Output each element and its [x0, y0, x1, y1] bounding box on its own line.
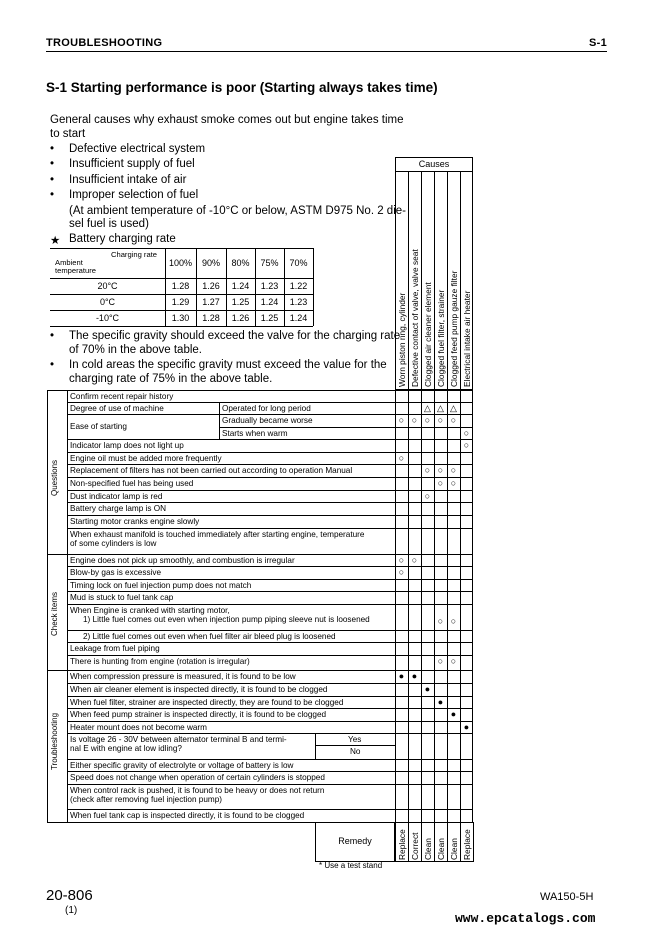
- row-rule: [67, 452, 473, 453]
- row-rule: [67, 490, 473, 491]
- note-2: In cold areas the specific gravity must exceed the value for the: [69, 359, 387, 371]
- row-text: Timing lock on fuel injection pump does not match: [70, 581, 252, 590]
- row-text: Indicator lamp does not light up: [70, 441, 184, 450]
- row-text: Engine does not pick up smoothly, and combustion is irregular: [70, 556, 295, 565]
- bullet-detail-2: sel fuel is used): [69, 218, 149, 230]
- cause-mark: ●: [411, 671, 418, 681]
- row-rule: [67, 515, 473, 516]
- row-rule: [219, 427, 473, 428]
- cause-mark: ○: [450, 465, 457, 475]
- bullet-item: Insufficient intake of air: [69, 174, 187, 186]
- gravity-value: 1.24: [231, 281, 250, 291]
- cause-mark: ○: [398, 555, 405, 565]
- remedy-col-rule: [434, 822, 435, 862]
- cause-col-rule: [447, 171, 448, 390]
- cause-mark: ○: [424, 491, 431, 501]
- cause-mark: ○: [437, 656, 444, 666]
- cause-mark: △: [450, 403, 457, 413]
- gravity-value: 1.26: [202, 281, 220, 291]
- gravity-value: 1.30: [171, 313, 190, 323]
- row-text: When compression pressure is measured, it is found to be low: [70, 672, 296, 681]
- section-divider: [67, 554, 68, 670]
- bullet-item: Improper selection of fuel: [69, 189, 199, 201]
- row-text: Blow-by gas is excessive: [70, 568, 162, 577]
- gravity-value: 1.23: [289, 297, 308, 307]
- row-rule: [67, 502, 473, 503]
- row-text-2: of some cylinders is low: [70, 539, 157, 548]
- gravity-value: 1.24: [260, 297, 279, 307]
- rate-header: 70%: [289, 258, 308, 268]
- gravity-value: 1.25: [231, 297, 250, 307]
- remedy-col-rule: [447, 822, 448, 862]
- intro-text: General causes why exhaust smoke comes out but engine takes time: [50, 114, 404, 126]
- row-text: When fuel tank cap is inspected directly, it is found to be clogged: [70, 811, 305, 820]
- matrix-col-rule: [434, 390, 435, 822]
- page-number: 20-806: [46, 887, 93, 904]
- row-rule: [67, 642, 473, 643]
- row-rule: [67, 402, 473, 403]
- row-text: Degree of use of machine: [70, 404, 164, 413]
- header-rule: [46, 51, 607, 52]
- matrix-col-rule: [447, 390, 448, 822]
- row-rule: [67, 579, 473, 580]
- page-title: S-1 Starting performance is poor (Starting always takes time): [46, 80, 438, 95]
- cause-mark: ○: [450, 415, 457, 425]
- cause-label: Worn piston ring, cylinder: [397, 292, 407, 387]
- cause-mark: ●: [424, 684, 431, 694]
- matrix-col-rule: [408, 390, 409, 822]
- remedy-value: Correct: [410, 832, 420, 860]
- sub-divider: [219, 402, 220, 414]
- table-rule: [50, 278, 313, 279]
- row-rule: [67, 683, 473, 684]
- row-rule: [67, 630, 473, 631]
- bullet-dot: •: [50, 158, 55, 170]
- row-text: Ease of starting: [70, 422, 127, 431]
- remedy-value: Clean: [436, 838, 446, 860]
- gravity-value: 1.24: [289, 313, 308, 323]
- row-text: There is hunting from engine (rotation is irregular): [70, 657, 250, 666]
- row-text: 2) Little fuel comes out even when fuel filter air bleed plug is loosened: [83, 632, 336, 641]
- temp-cell: 20°C: [97, 281, 118, 291]
- row-rule: [67, 477, 473, 478]
- yes-label: Yes: [348, 735, 362, 744]
- remedy-value: Replace: [462, 829, 472, 860]
- cause-col-rule: [434, 171, 435, 390]
- row-rule: [67, 759, 473, 760]
- cause-mark: ○: [424, 415, 431, 425]
- row-rule: [67, 604, 473, 605]
- model-number: WA150-5H: [540, 891, 594, 903]
- remedy-col-rule: [460, 822, 461, 862]
- page-sub: (1): [65, 905, 78, 916]
- no-label: No: [350, 747, 361, 756]
- note-1: The specific gravity should exceed the valve for the charging rate: [69, 330, 401, 342]
- row-text: Replacement of filters has not been carried out according to operation Manual: [70, 466, 353, 475]
- row-text: Leakage from fuel piping: [70, 644, 160, 653]
- row-text: Mud is stuck to fuel tank cap: [70, 593, 174, 602]
- matrix-col-rule: [421, 390, 422, 822]
- cause-mark: ○: [398, 453, 405, 463]
- col-header: Charging rate: [111, 250, 158, 259]
- remedy-col-rule: [408, 822, 409, 862]
- row-rule: [67, 784, 473, 785]
- rate-header: 75%: [260, 258, 279, 268]
- gravity-value: 1.28: [202, 313, 220, 323]
- star-item: Battery charging rate: [69, 233, 176, 245]
- rate-header: 100%: [168, 258, 193, 268]
- row-rule: [67, 708, 473, 709]
- test-stand-note: * Use a test stand: [319, 861, 383, 870]
- row-header-2: temperature: [55, 266, 96, 275]
- section-label: Questions: [50, 459, 59, 496]
- row-text: Non-specified fuel has being used: [70, 479, 194, 488]
- cause-mark: ○: [398, 567, 405, 577]
- cause-mark: ○: [450, 656, 457, 666]
- cause-label: Defective contact of valve, valve seat: [410, 249, 420, 387]
- bullet-detail: (At ambient temperature of -10°C or below, ASTM D975 No. 2 die-: [69, 205, 406, 217]
- row-rule: [67, 591, 473, 592]
- cause-mark: ●: [450, 709, 457, 719]
- temp-cell: 0°C: [99, 297, 116, 307]
- row-rule: [67, 528, 473, 529]
- bullet-dot: •: [50, 330, 55, 342]
- cause-mark: ○: [437, 465, 444, 475]
- row-subtext: Operated for long period: [222, 404, 311, 413]
- note-1b: of 70% in the above table.: [69, 344, 202, 356]
- row-rule: [67, 696, 473, 697]
- gravity-value: 1.25: [260, 313, 279, 323]
- row-rule: [67, 809, 473, 810]
- bullet-item: Insufficient supply of fuel: [69, 158, 195, 170]
- row-text: Heater mount does not become warm: [70, 723, 207, 732]
- cause-label: Clogged feed pump gauze filter: [449, 270, 459, 387]
- cause-mark: ○: [437, 478, 444, 488]
- row-text: When fuel filter, strainer are inspected directly, they are found to be clogged: [70, 698, 344, 707]
- table-rule: [50, 310, 313, 311]
- note-2b: charging rate of 75% in the above table.: [69, 373, 273, 385]
- cause-mark: ○: [463, 440, 470, 450]
- row-rule: [67, 464, 473, 465]
- cause-label: Electrical intake air heater: [462, 290, 472, 387]
- row-rule: [67, 733, 473, 734]
- row-subtext: Gradually became worse: [222, 416, 313, 425]
- row-rule: [67, 655, 473, 656]
- cause-col-rule: [421, 171, 422, 390]
- section-label: Check items: [50, 591, 59, 636]
- remedy-value: Clean: [423, 838, 433, 860]
- cause-mark: ○: [437, 616, 444, 626]
- row-text: When Engine is cranked with starting motor,: [70, 606, 230, 615]
- row-text: When exhaust manifold is touched immediately after starting engine, temperature: [70, 530, 365, 539]
- cause-mark: ●: [398, 671, 405, 681]
- intro-text-2: to start: [50, 128, 86, 140]
- bullet-dot: •: [50, 359, 55, 371]
- cause-mark: ○: [424, 465, 431, 475]
- gravity-value: 1.26: [231, 313, 250, 323]
- cause-label: Clogged fuel filter, strainer: [436, 289, 446, 387]
- gravity-value: 1.28: [171, 281, 190, 291]
- row-text: When feed pump strainer is inspected directly, it is found to be clogged: [70, 710, 327, 719]
- cause-mark: ○: [411, 555, 418, 565]
- remedy-label: Remedy: [338, 836, 372, 846]
- rate-header: 80%: [231, 258, 250, 268]
- gravity-value: 1.22: [289, 281, 308, 291]
- row-text: Dust indicator lamp is red: [70, 492, 163, 501]
- row-text-2: nal E with engine at low idling?: [70, 744, 182, 753]
- gravity-value: 1.27: [202, 297, 220, 307]
- cause-mark: ○: [411, 415, 418, 425]
- website-url[interactable]: www.epcatalogs.com: [455, 911, 596, 926]
- cause-label: Clogged air cleaner element: [423, 282, 433, 387]
- row-subtext: Starts when warm: [222, 429, 288, 438]
- cause-mark: ○: [450, 616, 457, 626]
- section-label: Troubleshooting: [50, 712, 59, 770]
- row-rule: [67, 439, 473, 440]
- remedy-value: Replace: [397, 829, 407, 860]
- section-divider: [67, 670, 68, 822]
- remedy-value: Clean: [449, 838, 459, 860]
- bullet-item: Defective electrical system: [69, 143, 206, 155]
- cause-col-rule: [408, 171, 409, 390]
- cause-mark: ●: [463, 722, 470, 732]
- bullet-dot: •: [50, 189, 55, 201]
- gravity-value: 1.23: [260, 281, 279, 291]
- row-text: Starting motor cranks engine slowly: [70, 517, 200, 526]
- table-rule: [50, 294, 313, 295]
- row-text: Is voltage 26 - 30V between alternator terminal B and termi-: [70, 735, 287, 744]
- row-rule: [67, 771, 473, 772]
- row-text: When control rack is pushed, it is found to be heavy or does not return: [70, 786, 325, 795]
- causes-header: Causes: [418, 159, 450, 169]
- row-text: Battery charge lamp is ON: [70, 504, 167, 513]
- cause-mark: △: [424, 403, 431, 413]
- row-text: When air cleaner element is inspected directly, it is found to be clogged: [70, 685, 328, 694]
- cause-col-rule: [460, 171, 461, 390]
- row-header: Ambient: [55, 258, 83, 267]
- cause-mark: ○: [437, 415, 444, 425]
- row-text-2: (check after removing fuel injection pump): [70, 795, 222, 804]
- cause-mark: ●: [437, 697, 444, 707]
- temp-cell: -10°C: [95, 313, 120, 323]
- bullet-dot: •: [50, 174, 55, 186]
- row-text: Speed does not change when operation of certain cylinders is stopped: [70, 773, 325, 782]
- star-icon: ★: [50, 235, 61, 247]
- cause-mark: ○: [398, 415, 405, 425]
- cause-mark: △: [437, 403, 444, 413]
- matrix-col-rule: [460, 390, 461, 822]
- row-rule: [67, 566, 473, 567]
- gravity-value: 1.29: [171, 297, 190, 307]
- yesno-divider: [315, 733, 316, 759]
- row-text-2: 1) Little fuel comes out even when injection pump piping sleeve nut is loosened: [83, 615, 370, 624]
- matrix-col-rule: [395, 390, 396, 822]
- row-text: Engine oil must be added more frequently: [70, 454, 222, 463]
- cause-mark: ○: [450, 478, 457, 488]
- table-vrule: [313, 248, 314, 326]
- bullet-dot: •: [50, 143, 55, 155]
- row-rule: [67, 721, 473, 722]
- cause-mark: ○: [463, 428, 470, 438]
- table-rule: [50, 248, 313, 249]
- remedy-col-rule: [421, 822, 422, 862]
- header-title: TROUBLESHOOTING: [46, 37, 163, 49]
- rate-header: 90%: [201, 258, 220, 268]
- row-text: Confirm recent repair history: [70, 392, 174, 401]
- yesno-rule: [315, 745, 395, 746]
- row-text: Either specific gravity of electrolyte or voltage of battery is low: [70, 761, 294, 770]
- table-rule: [50, 326, 313, 327]
- header-section: S-1: [588, 37, 607, 49]
